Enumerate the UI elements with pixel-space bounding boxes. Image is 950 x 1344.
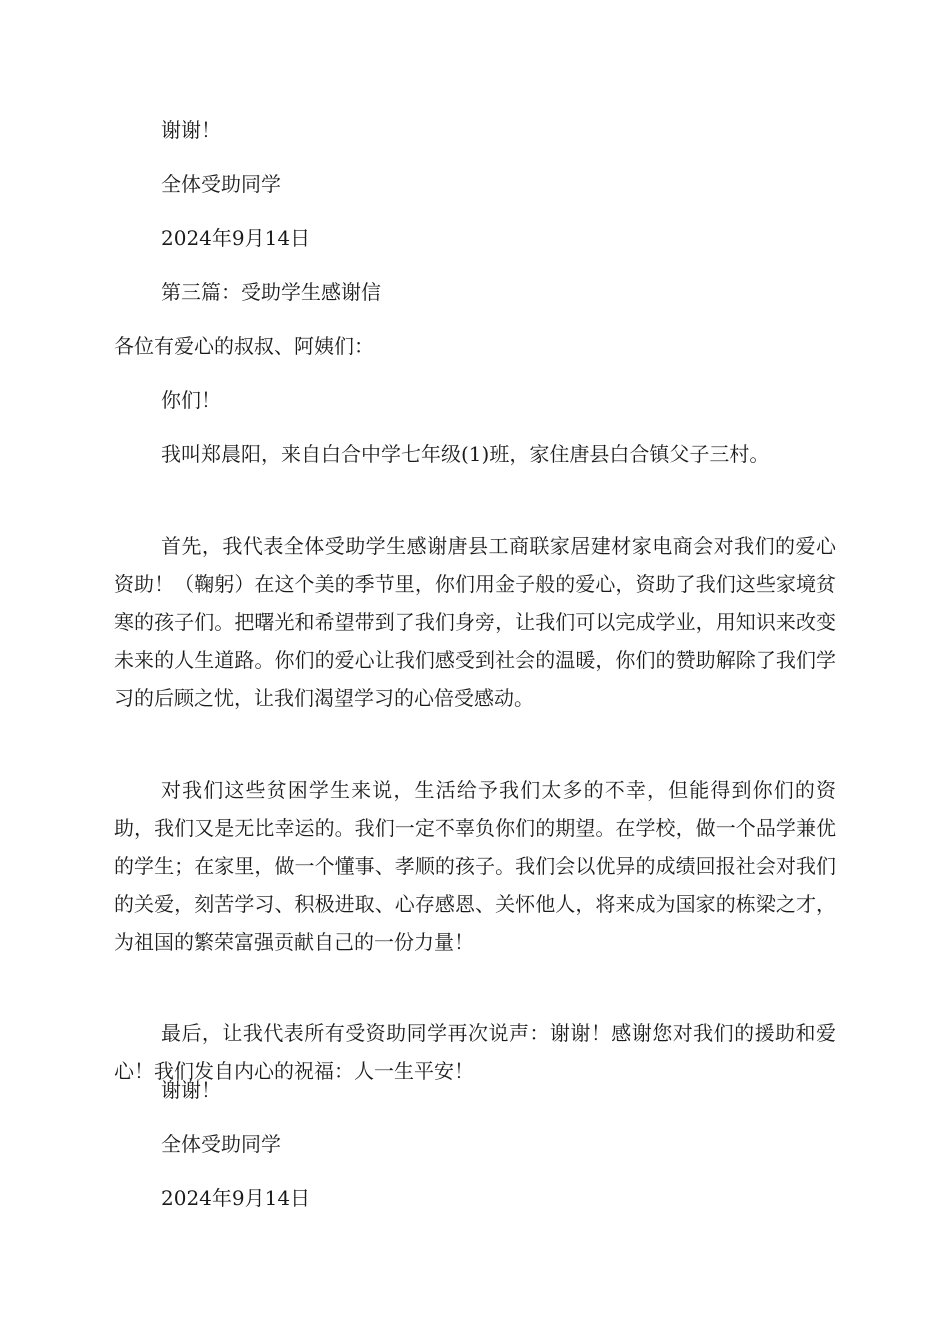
- paragraph-promise: 对我们这些贫困学生来说，生活给予我们太多的不幸，但能得到你们的资助，我们又是无比幸运的。我们一定不辜负你们的期望。在学校，做一个品学兼优的学生；在家里，做一个懂事、孝顺的孩子。我们会以优异的成绩回报社会对我们的关爱，刻苦学习、积极进取、心存感恩、关怀他人，将来成为国家的栋梁之才，为祖国的繁荣富强贡献自己的一份力量！: [114, 778, 836, 954]
- salutation: 各位有爱心的叔叔、阿姨们：: [114, 334, 374, 358]
- section-heading: 第三篇：受助学生感谢信: [161, 280, 381, 304]
- greeting: 你们！: [161, 388, 221, 412]
- paragraph-thanks: 首先，我代表全体受助学生感谢唐县工商联家居建材家电商会对我们的爱心资助！（鞠躬）在这个美的季节里，你们用金子般的爱心，资助了我们这些家境贫寒的孩子们。把曙光和希望带到了我们身旁，让我们可以完成学业，用知识来改变未来的人生道路。你们的爱心让我们感受到社会的温暖，你们的赞助解除了我们学习的后顾之忧，让我们渴望学习的心倍受感动。: [114, 534, 836, 710]
- paragraph-intro: 我叫郑晨阳，来自白合中学七年级(1)班，家住唐县白合镇父子三村。: [161, 442, 770, 466]
- letter-thanks: 谢谢！: [161, 1078, 221, 1102]
- closing-signature: 全体受助同学: [161, 172, 281, 196]
- paragraph-final: 最后，让我代表所有受资助同学再次说声：谢谢！感谢您对我们的援助和爱心！我们发自内心的祝福：人一生平安！: [114, 1021, 836, 1083]
- closing-date: 2024年9月14日: [161, 226, 311, 250]
- closing-thanks: 谢谢！: [161, 118, 221, 142]
- letter-date: 2024年9月14日: [161, 1186, 311, 1210]
- letter-signature: 全体受助同学: [161, 1132, 281, 1156]
